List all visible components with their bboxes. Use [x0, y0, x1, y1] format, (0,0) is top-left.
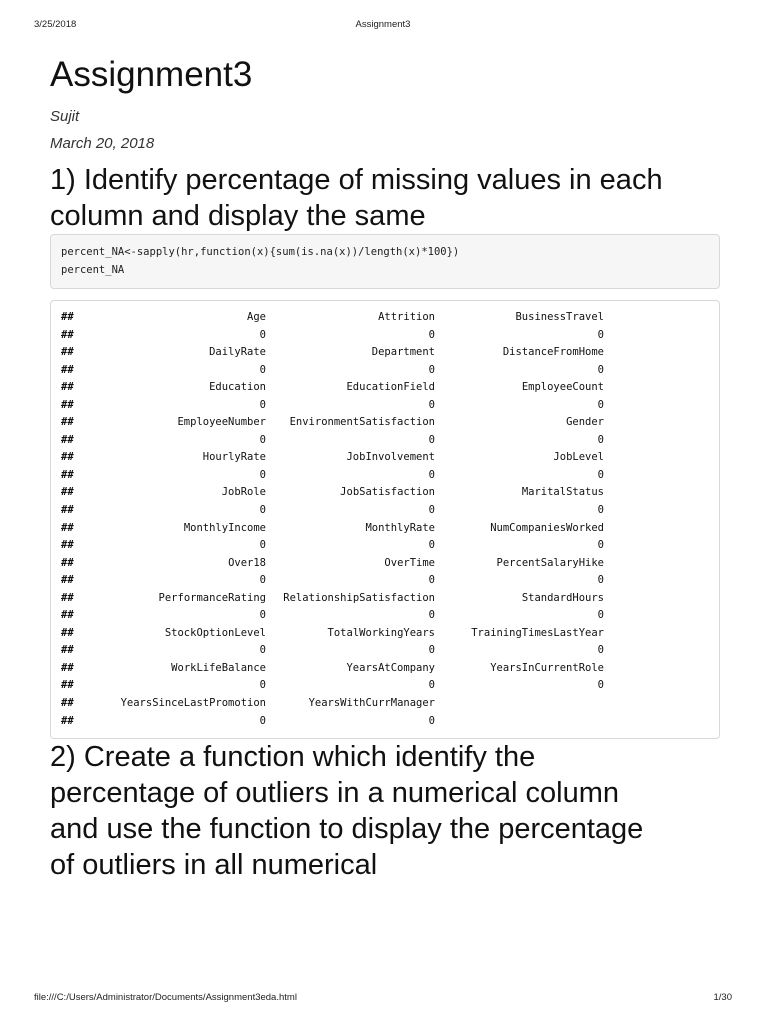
- output-prefix: ##: [61, 363, 74, 376]
- output-cell: 0: [428, 679, 435, 692]
- output-prefix: ##: [61, 328, 74, 341]
- output-cell: TrainingTimesLastYear: [471, 626, 604, 639]
- output-cell: JobLevel: [553, 451, 604, 464]
- output-cell: MonthlyIncome: [183, 521, 266, 534]
- output-prefix: ##: [61, 626, 74, 639]
- output-prefix: ##: [61, 381, 74, 394]
- output-prefix: ##: [61, 416, 74, 429]
- output-prefix: ##: [61, 398, 74, 411]
- output-cell: 0: [428, 398, 435, 411]
- print-header: [34, 19, 732, 30]
- output-cell: PerformanceRating: [158, 591, 266, 604]
- output-row: [61, 677, 719, 695]
- output-cell: YearsAtCompany: [346, 661, 435, 674]
- output-cell: 0: [259, 644, 266, 657]
- output-row: [61, 607, 719, 625]
- output-prefix: ##: [61, 591, 74, 604]
- section1-heading: 1) Identify percentage of missing values in each column and display the same: [50, 164, 663, 232]
- output-prefix: ##: [61, 644, 74, 657]
- output-cell: OverTime: [384, 556, 435, 569]
- output-cell: HourlyRate: [202, 451, 266, 464]
- output-row: [61, 625, 719, 643]
- doc-date: March 20, 2018: [50, 135, 155, 152]
- output-prefix: ##: [61, 679, 74, 692]
- output-prefix: ##: [61, 521, 74, 534]
- output-row: [61, 467, 719, 485]
- output-cell: RelationshipSatisfaction: [283, 591, 435, 604]
- section2-heading-line: of outliers in all numerical: [50, 849, 378, 882]
- output-block: [50, 300, 720, 739]
- output-cell: DistanceFromHome: [502, 346, 604, 359]
- output-cell: 0: [428, 574, 435, 587]
- output-row: [61, 660, 719, 678]
- output-cell: 0: [428, 504, 435, 517]
- output-prefix: ##: [61, 486, 74, 499]
- output-row: [61, 484, 719, 502]
- output-cell: Over18: [228, 556, 266, 569]
- output-prefix: ##: [61, 539, 74, 552]
- output-cell: 0: [259, 714, 266, 727]
- output-row: [61, 327, 719, 345]
- output-cell: 0: [597, 609, 604, 622]
- output-row: [61, 449, 719, 467]
- code-line: percent_NA<-sapply(hr,function(x){sum(is.na(x))/length(x)*100}): [61, 246, 460, 258]
- output-prefix: ##: [61, 433, 74, 446]
- output-cell: 0: [597, 679, 604, 692]
- doc-title: Assignment3: [50, 55, 253, 94]
- output-row: [61, 344, 719, 362]
- output-cell: 0: [428, 468, 435, 481]
- output-cell: 0: [597, 574, 604, 587]
- output-cell: 0: [428, 714, 435, 727]
- output-cell: 0: [259, 433, 266, 446]
- output-row: [61, 309, 719, 327]
- output-row: [61, 572, 719, 590]
- output-cell: Department: [371, 346, 435, 359]
- output-cell: MonthlyRate: [365, 521, 435, 534]
- output-cell: 0: [597, 433, 604, 446]
- code-line: percent_NA: [61, 263, 125, 276]
- output-cell: Gender: [566, 416, 604, 429]
- output-cell: MaritalStatus: [521, 486, 604, 499]
- output-cell: DailyRate: [209, 346, 266, 359]
- output-cell: 0: [259, 609, 266, 622]
- section2-heading-line: and use the function to display the percentage: [50, 813, 644, 846]
- output-cell: 0: [259, 679, 266, 692]
- output-row: [61, 414, 719, 432]
- output-row: [61, 642, 719, 660]
- output-cell: Education: [209, 381, 266, 394]
- section2-heading-line: 2) Create a function which identify the: [50, 741, 536, 774]
- output-row: [61, 590, 719, 608]
- output-cell: JobInvolvement: [346, 451, 435, 464]
- output-cell: 0: [428, 433, 435, 446]
- output-prefix: ##: [61, 468, 74, 481]
- output-cell: NumCompaniesWorked: [490, 521, 604, 534]
- output-cell: EmployeeCount: [521, 381, 604, 394]
- output-prefix: ##: [61, 661, 74, 674]
- output-cell: 0: [597, 539, 604, 552]
- output-cell: 0: [428, 328, 435, 341]
- output-cell: 0: [259, 574, 266, 587]
- output-cell: 0: [597, 363, 604, 376]
- output-prefix: ##: [61, 697, 74, 710]
- output-cell: 0: [259, 398, 266, 411]
- output-cell: Attrition: [378, 311, 435, 323]
- output-cell: 0: [428, 363, 435, 376]
- output-row: [61, 502, 719, 520]
- output-row: [61, 695, 719, 713]
- output-cell: 0: [597, 328, 604, 341]
- output-cell: 0: [597, 504, 604, 517]
- output-cell: 0: [597, 644, 604, 657]
- output-cell: 0: [259, 468, 266, 481]
- output-cell: EducationField: [346, 381, 435, 394]
- output-cell: YearsSinceLastPromotion: [120, 697, 266, 710]
- output-cell: 0: [259, 363, 266, 376]
- output-row: [61, 520, 719, 538]
- print-page-number: 1/30: [713, 992, 732, 1003]
- output-cell: YearsWithCurrManager: [308, 697, 435, 710]
- output-cell: [435, 695, 604, 713]
- output-row: [61, 537, 719, 555]
- output-cell: 0: [259, 539, 266, 552]
- output-row: [61, 397, 719, 415]
- output-prefix: ##: [61, 504, 74, 517]
- output-cell: JobRole: [221, 486, 266, 499]
- output-prefix: ##: [61, 556, 74, 569]
- output-cell: YearsInCurrentRole: [490, 661, 604, 674]
- output-prefix: ##: [61, 609, 74, 622]
- doc-author: Sujit: [50, 108, 80, 125]
- print-footer: [34, 992, 732, 1003]
- output-cell: Age: [247, 311, 266, 323]
- output-prefix: ##: [61, 714, 74, 727]
- output-cell: BusinessTravel: [515, 311, 604, 323]
- output-prefix: ##: [61, 346, 74, 359]
- output-cell: 0: [597, 398, 604, 411]
- print-file-path: file:///C:/Users/Administrator/Documents/Assignment3eda.html: [34, 992, 297, 1003]
- output-cell: StockOptionLevel: [164, 626, 266, 639]
- output-cell: WorkLifeBalance: [171, 661, 266, 674]
- print-title: Assignment3: [355, 19, 411, 30]
- output-prefix: ##: [61, 574, 74, 587]
- output-row: [61, 362, 719, 380]
- output-prefix: ##: [61, 451, 74, 464]
- output-cell: 0: [259, 504, 266, 517]
- output-cell: 0: [597, 468, 604, 481]
- output-cell: [435, 713, 604, 731]
- output-cell: PercentSalaryHike: [496, 556, 604, 569]
- output-cell: 0: [428, 539, 435, 552]
- output-cell: StandardHours: [521, 591, 604, 604]
- output-cell: JobSatisfaction: [340, 486, 435, 499]
- section2-heading-line: percentage of outliers in a numerical column: [50, 777, 620, 810]
- output-cell: EmployeeNumber: [177, 416, 266, 429]
- output-row: [61, 379, 719, 397]
- output-row: [61, 555, 719, 573]
- output-prefix: ##: [61, 311, 74, 323]
- document-body: [50, 54, 720, 883]
- section2-heading: [50, 739, 720, 883]
- output-cell: 0: [428, 609, 435, 622]
- output-cell: 0: [428, 644, 435, 657]
- output-cell: EnvironmentSatisfaction: [289, 416, 435, 429]
- code-block: [50, 234, 720, 289]
- output-row: [61, 432, 719, 450]
- output-cell: TotalWorkingYears: [327, 626, 435, 639]
- print-date: 3/25/2018: [34, 19, 77, 30]
- output-row: [61, 713, 719, 731]
- output-cell: 0: [259, 328, 266, 341]
